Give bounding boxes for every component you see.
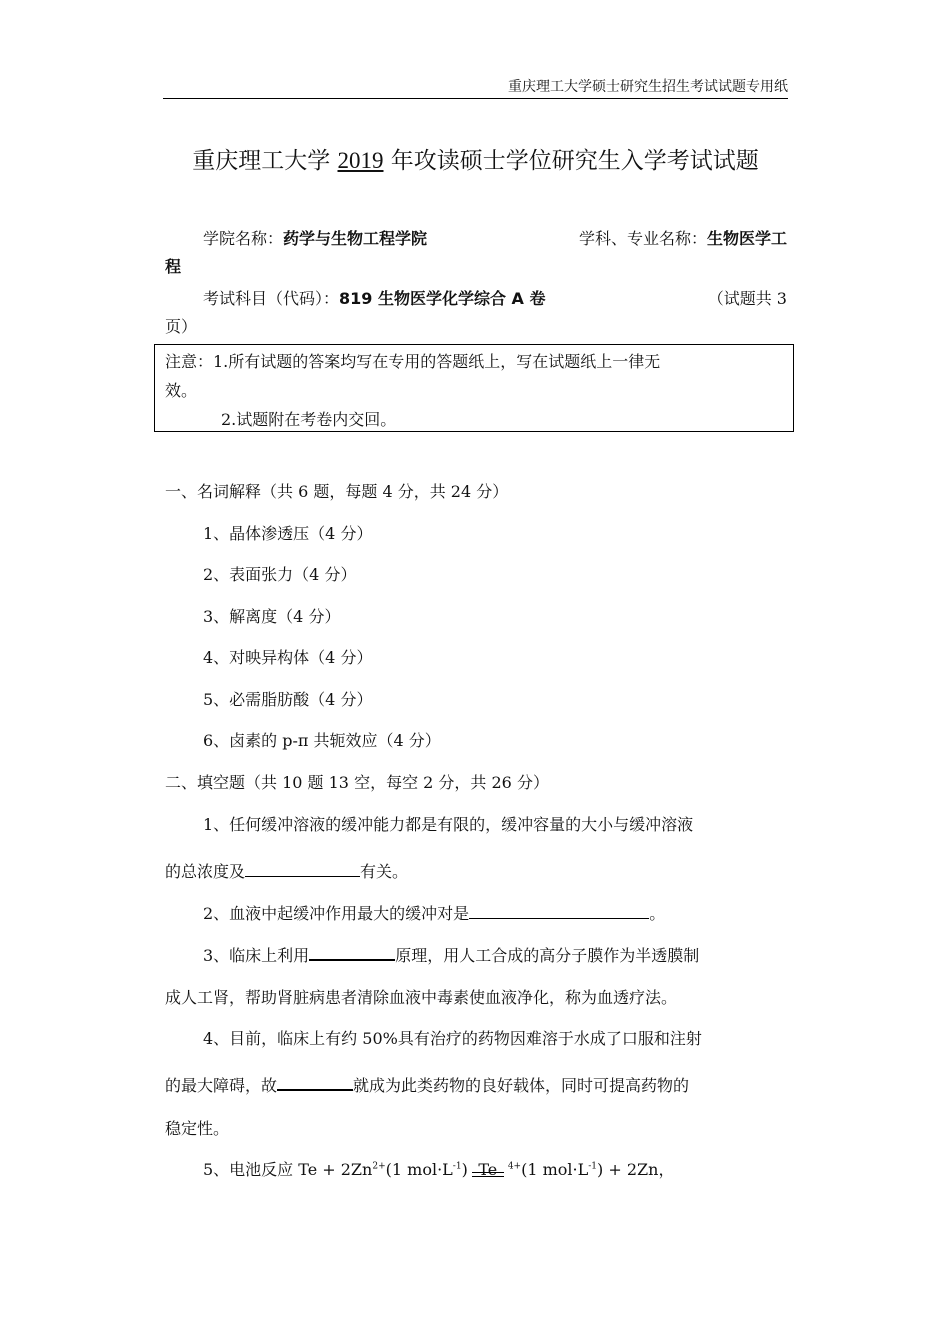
question-4-line-1: 4、目前，临床上有约 50%具有治疗的药物因难溶于水成了口服和注射 bbox=[203, 1029, 702, 1048]
title-year: 2019 bbox=[337, 148, 384, 173]
major-value: 生物医学工 bbox=[706, 229, 787, 248]
question-1-line-1: 1、任何缓冲溶液的缓冲能力都是有限的，缓冲容量的大小与缓冲溶液 bbox=[203, 815, 694, 834]
subject-label: 考试科目（代码）： bbox=[203, 289, 340, 308]
page-count: （试题共 3 bbox=[707, 289, 787, 308]
college-label: 学院名称： bbox=[203, 229, 284, 248]
question-4-line-2: 的最大障碍，故 就成为此类药物的良好载体，同时可提高药物的 bbox=[165, 1072, 689, 1097]
question-5: 5、电池反应 $Te + 2Zn^{2+}(1$ $mol\cdot L^{-1}$) Te $^{4+}$(1 $mol\cdot L^{-1}) + 2Zn$， bbox=[203, 1160, 675, 1179]
page-header: 重庆理工大学硕士研究生招生考试试题专用纸 bbox=[163, 78, 788, 99]
page-count-cont: 页） bbox=[165, 317, 198, 336]
exam-title bbox=[163, 146, 788, 176]
section-1-item: 1、晶体渗透压（4 分） bbox=[203, 524, 373, 543]
question-2: 2、血液中起缓冲作用最大的缓冲对是 。 bbox=[203, 901, 665, 925]
section-1-item: 2、表面张力（4 分） bbox=[203, 565, 357, 584]
question-1-line-2: 的总浓度及 有关。 bbox=[165, 859, 408, 883]
section-1-item: 5、必需脂肪酸（4 分） bbox=[203, 690, 373, 709]
major-value-cont: 程 bbox=[165, 257, 182, 276]
answer-blank bbox=[309, 942, 395, 961]
section-2-title: 二、填空题（共 10 题 13 空，每空 2 分，共 26 分） bbox=[165, 773, 549, 792]
subject-info bbox=[165, 285, 787, 341]
answer-blank bbox=[277, 1072, 353, 1091]
answer-blank bbox=[245, 859, 360, 877]
notice-line-1: 注意：1.所有试题的答案均写在专用的答题纸上，写在试题纸上一律无 bbox=[165, 352, 661, 371]
section-1-item: 6、卤素的 p-π 共轭效应（4 分） bbox=[203, 731, 441, 750]
college-info bbox=[165, 225, 787, 281]
question-3-line-2: 成人工肾，帮助肾脏病患者清除血液中毒素使血液净化，称为血透疗法。 bbox=[165, 988, 678, 1007]
title-suffix: 年攻读硕士学位研究生入学考试试题 bbox=[383, 148, 759, 174]
section-1-item: 3、解离度（4 分） bbox=[203, 607, 341, 626]
section-1-item: 4、对映异构体（4 分） bbox=[203, 648, 373, 667]
title-prefix: 重庆理工大学 bbox=[192, 148, 338, 174]
notice-line-2: 效。 bbox=[165, 381, 198, 400]
notice-line-3: 2.试题附在考卷内交回。 bbox=[221, 410, 397, 429]
question-3-line-1: 3、临床上利用 原理，用人工合成的高分子膜作为半透膜制 bbox=[203, 942, 699, 967]
major-label: 学科、专业名称： bbox=[578, 229, 707, 248]
notice-box bbox=[154, 344, 794, 432]
answer-blank bbox=[469, 901, 649, 919]
subject-value: 819 生物医学化学综合 A 卷 bbox=[339, 289, 546, 308]
section-1-title: 一、名词解释（共 6 题，每题 4 分，共 24 分） bbox=[165, 482, 509, 501]
equilibrium-arrow: Te bbox=[468, 1159, 508, 1181]
college-value: 药学与生物工程学院 bbox=[283, 229, 428, 248]
question-4-line-3: 稳定性。 bbox=[165, 1119, 230, 1138]
